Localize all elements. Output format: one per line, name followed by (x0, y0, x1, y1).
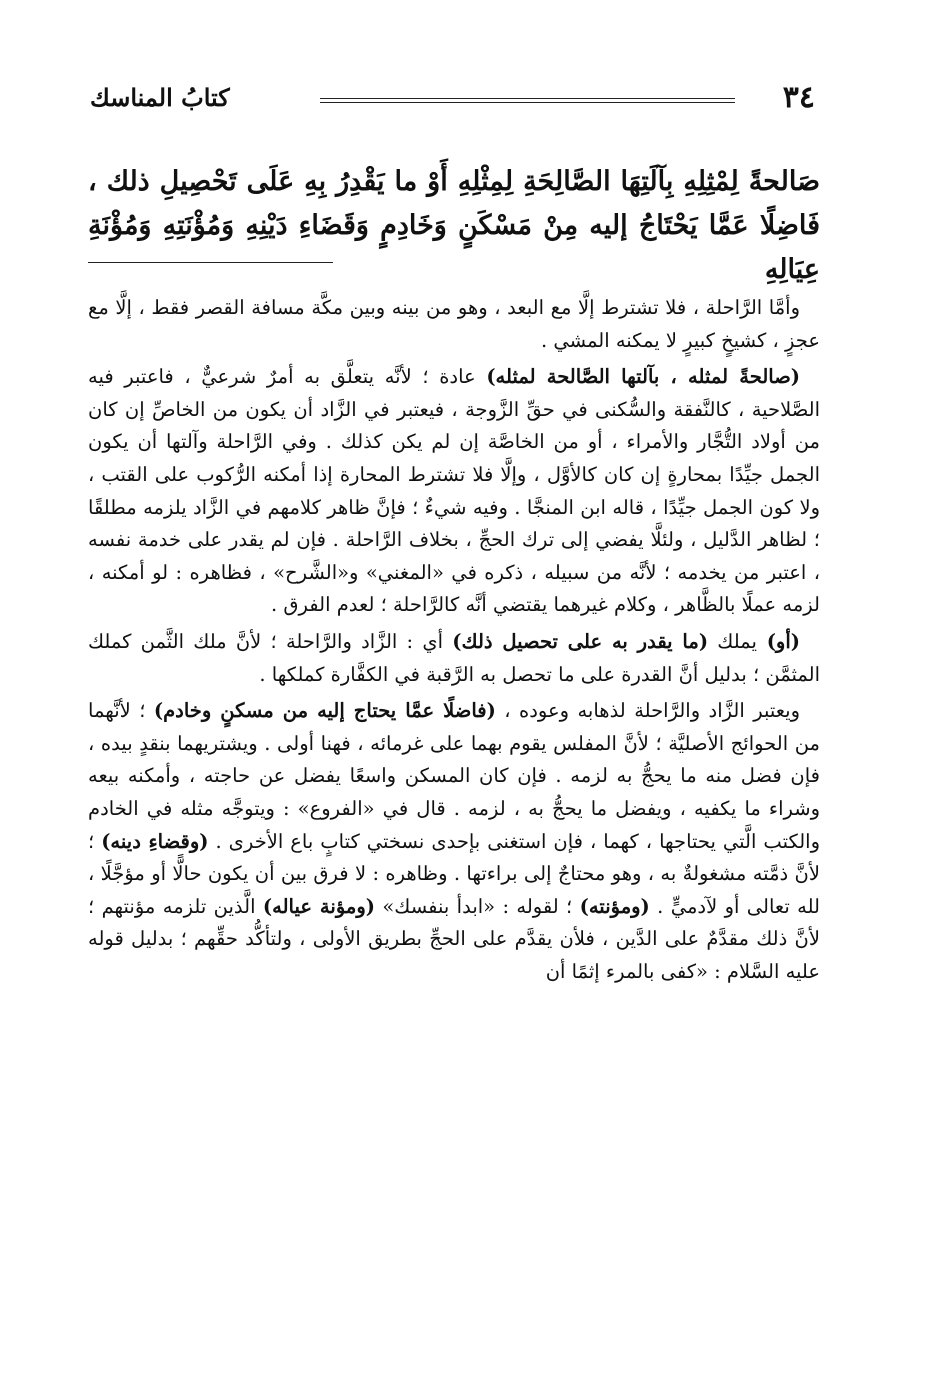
matn-quote: (صالحةً لمثله ، بآلتها الصَّالحة لمثله) (486, 365, 800, 389)
paragraph-2: (صالحةً لمثله ، بآلتها الصَّالحة لمثله) عادة ؛ لأنَّه يتعلَّق به أمرٌ شرعيٌّ ، فاعتبر فيه الصَّلاحية ، كالنَّفقة والسُّكنى في حقِّ الزَّوجة ، فيعتبر في الزَّاد أن يكون من الخاصِّ إن كان من أولاد التُّجَّار والأمراء ، أو من الخاصَّة إن لم يكن كذلك . وفي الرَّاحلة وآلتها أن يكون الجمل جيِّدًا بمحارةٍ إن كان كالأوَّل ، وإلَّا فلا تشترط المحارة إذا أمكنه الرُّكوب على القتب ، ولا كون الجمل جيِّدًا ، قاله ابن المنجَّا . وفيه شيءٌ ؛ فإنَّ ظاهر كلامهم في الزَّاد يلزمه مطلقًا ؛ لظاهر الدَّليل ، ولئلَّا يفضي إلى ترك الحجِّ ، بخلاف الرَّاحلة . فإن لم يقدر على خدمة نفسه ، اعتبر من يخدمه ؛ لأنَّه من سبيله ، ذكره في «المغني» و«الشَّرح» ، فظاهره : لو أمكنه ، لزمه عملًا بالظَّاهر ، وكلام غيرهما يقتضي أنَّه كالرَّاحلة ؛ لعدم الفرق . (88, 365, 820, 617)
matn-quote: (أو) (756, 629, 800, 653)
page-number: ٣٤ (782, 80, 815, 115)
matn-text: صَالحةً لِمْثِلِهِ بِآلَتِهَا الصَّالِحَةِ لِمِثْلِهِ أَوْ ما يَقْدِرُ بِهِ عَلَى تَحْصِيلِ ذلك ، فَاضِلًا عَمَّا يَحْتَاجُ إليه مِنْ مَسْكَنٍ وَخَادِمٍ وَقَضَاءِ دَيْنِهِ وَمُؤْنَتِهِ وَمُؤْنَةِ عِيَالِهِ (88, 166, 820, 285)
page-header (90, 80, 815, 120)
matn-quote: (ومؤنة عياله) (262, 894, 375, 918)
matn-quote: (وقضاءِ دينه) (101, 829, 209, 853)
matn-separator-rule (88, 262, 333, 263)
paragraph-1: وأمَّا الرَّاحلة ، فلا تشترط إلَّا مع البعد ، وهو من بينه وبين مكَّة مسافة القصر فقط ، إلَّا مع عجزٍ ، كشيخٍ كبيرٍ لا يمكنه المشي . (88, 296, 820, 352)
matn-quote: (ومؤنته) (579, 894, 650, 918)
header-rule (320, 98, 735, 103)
commentary-text (88, 292, 820, 992)
paragraph-4: ويعتبر الزَّاد والرَّاحلة لذهابه وعوده ، (فاضلًا عمَّا يحتاج إليه من مسكنٍ وخادم) ؛ لأنَّهما من الحوائج الأصليَّة ؛ لأنَّ المفلس يقوم بهما على غرمائه ، فهنا أولى . ويشتريهما بنقدٍ بيده ، فإن فضل منه ما يحجُّ به لزمه . فإن كان المسكن واسعًا يفضل عن حاجته ، وأمكنه بيعه وشراء ما يكفيه ، ويفضل ما يحجُّ به ، لزمه . قال في «الفروع» : ويتوجَّه مثله في الخادم والكتب الَّتي يحتاجها ، كهما ، فإن استغنى بإحدى نسختي كتابٍ باع الأخرى . (وقضاءِ دينه) ؛ لأنَّ ذمَّته مشغولةٌ به ، وهو محتاجٌ إلى براءتها . وظاهره : لا فرق بين أن يكون حالًّا أو مؤجَّلًا ، لله تعالى أو لآدميٍّ . (ومؤنته) ؛ لقوله : «ابدأ بنفسك» (ومؤنة عياله) الَّذين تلزمه مؤنتهم ؛ لأنَّ ذلك مقدَّمٌ على الدَّين ، فلأن يقدَّم على الحجِّ بطريق الأولى ، ولتأكُّد حقِّهم ؛ بدليل قوله عليه السَّلام : «كفى بالمرء إثمًا أن (88, 699, 820, 983)
running-title: كتابُ المناسك (90, 83, 230, 112)
matn-quote: (ما يقدر به على تحصيل ذلك) (452, 629, 709, 653)
paragraph-3: (أو) يملك (ما يقدر به على تحصيل ذلك) أي : الزَّاد والرَّاحلة ؛ لأنَّ ملك الثَّمن كملك المثمَّن ؛ بدليل أنَّ القدرة على ما تحصل به الرَّقبة في الكفَّارة كملكها . (88, 629, 820, 686)
matn-quote: (فاضلًا عمَّا يحتاج إليه من مسكنٍ وخادم) (153, 699, 496, 723)
